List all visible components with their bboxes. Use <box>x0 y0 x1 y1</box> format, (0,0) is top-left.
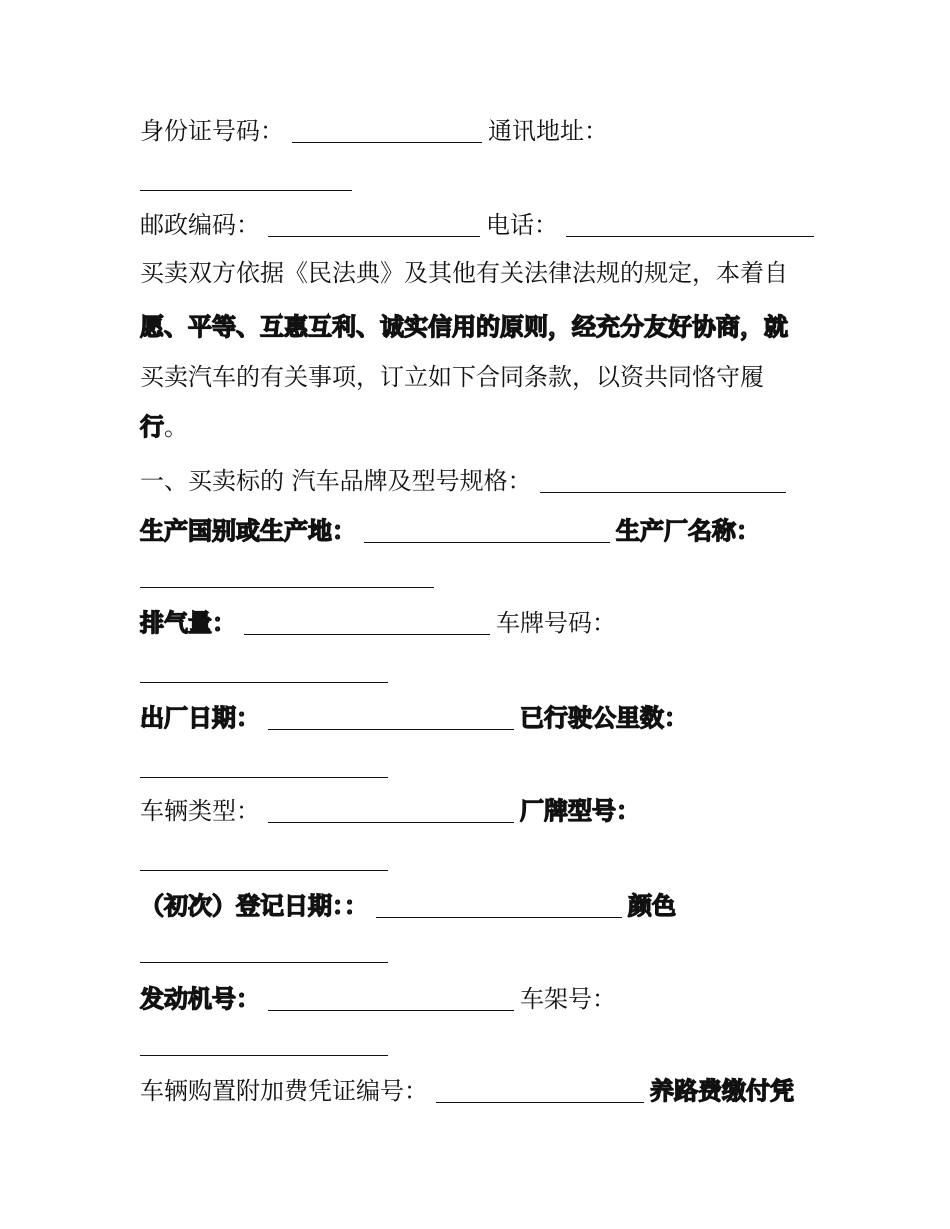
document-text: 车牌号码： <box>496 609 616 637</box>
document-line <box>140 751 394 781</box>
document-line <box>140 412 188 442</box>
document-text: 身份证号码： <box>140 117 284 145</box>
fill-in-blank[interactable] <box>140 1031 388 1056</box>
document-text: 车辆购置附加费凭证编号： <box>140 1077 428 1105</box>
fill-in-blank[interactable] <box>268 705 514 730</box>
document-text: 车辆类型： <box>140 797 260 825</box>
document-line <box>140 936 394 966</box>
document-line <box>140 116 608 146</box>
document-line <box>140 656 394 686</box>
document-text: 车架号： <box>520 985 616 1013</box>
document-line <box>140 210 820 240</box>
fill-in-blank[interactable] <box>292 118 482 143</box>
document-line <box>140 844 394 874</box>
document-line <box>140 466 792 496</box>
fill-in-blank[interactable] <box>268 212 480 237</box>
document-line <box>140 164 358 194</box>
outlined-text: 生产国别或生产地： <box>140 517 356 545</box>
outlined-text: （初次）登记日期：： <box>140 892 368 920</box>
document-line <box>140 608 616 638</box>
outlined-text: 发动机号： <box>140 985 260 1013</box>
fill-in-blank[interactable] <box>566 212 814 237</box>
document-text: 一、买卖标的 汽车品牌及型号规格： <box>140 467 532 495</box>
outlined-text: 排气量： <box>140 609 236 637</box>
outlined-text: 生产厂名称： <box>616 517 760 545</box>
document-text: 通讯地址： <box>488 117 608 145</box>
fill-in-blank[interactable] <box>436 1078 644 1103</box>
document-text: 买卖汽车的有关事项，订立如下合同条款，以资共同恪守履 <box>140 363 764 391</box>
document-text: 电话： <box>486 211 558 239</box>
outlined-text: 行 <box>140 413 164 441</box>
fill-in-blank[interactable] <box>268 798 514 823</box>
document-line <box>140 516 760 546</box>
document-text: 。 <box>164 413 188 441</box>
fill-in-blank[interactable] <box>140 658 388 683</box>
document-line <box>140 258 788 288</box>
document-line <box>140 891 676 921</box>
fill-in-blank[interactable] <box>376 893 622 918</box>
document-text: 邮政编码： <box>140 211 260 239</box>
outlined-text: 愿、平等、互惠互利、诚实信用的原则，经充分友好协商，就 <box>140 313 788 341</box>
fill-in-blank[interactable] <box>540 468 786 493</box>
document-line <box>140 796 640 826</box>
outlined-text: 已行驶公里数： <box>520 704 688 732</box>
fill-in-blank[interactable] <box>140 753 388 778</box>
outlined-text: 养路费缴付凭 <box>650 1077 794 1105</box>
fill-in-blank[interactable] <box>140 938 388 963</box>
document-line <box>140 312 788 342</box>
document-line <box>140 362 764 392</box>
document-line <box>140 703 688 733</box>
outlined-text: 厂牌型号： <box>520 797 640 825</box>
fill-in-blank[interactable] <box>140 563 434 588</box>
fill-in-blank[interactable] <box>364 518 610 543</box>
document-line <box>140 561 440 591</box>
fill-in-blank[interactable] <box>268 986 514 1011</box>
fill-in-blank[interactable] <box>140 846 388 871</box>
document-line <box>140 1029 394 1059</box>
outlined-text: 出厂日期： <box>140 704 260 732</box>
fill-in-blank[interactable] <box>244 610 490 635</box>
document-line <box>140 1076 794 1106</box>
document-line <box>140 984 616 1014</box>
fill-in-blank[interactable] <box>140 166 352 191</box>
document-text: 买卖双方依据《民法典》及其他有关法律法规的规定，本着自 <box>140 259 788 287</box>
outlined-text: 颜色 <box>628 892 676 920</box>
